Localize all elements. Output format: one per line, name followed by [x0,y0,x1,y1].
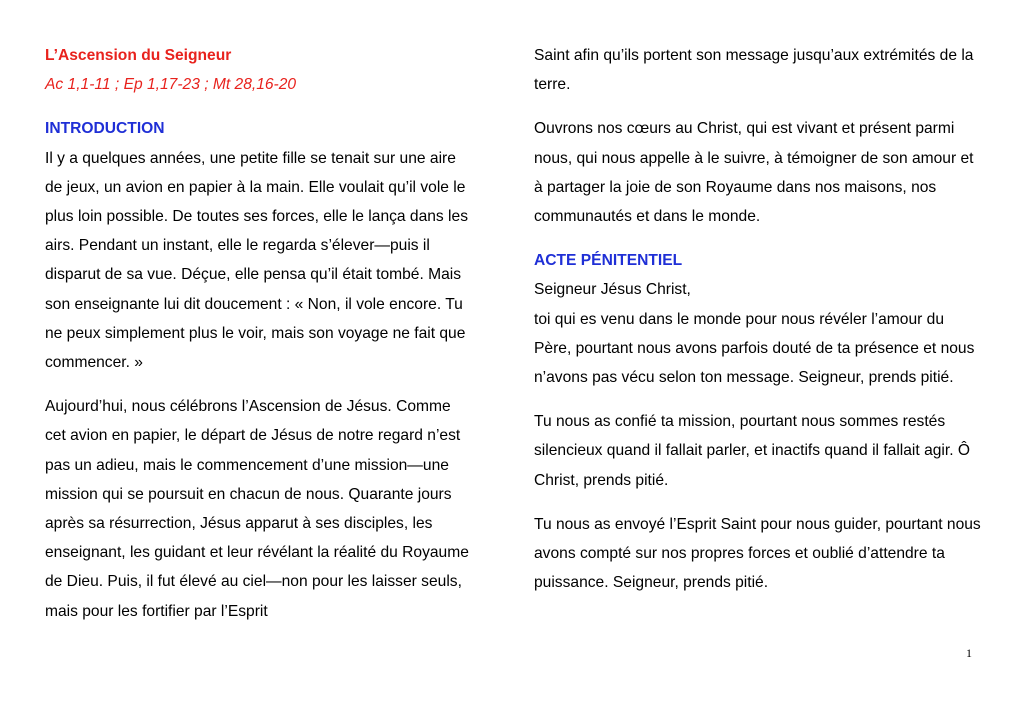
penitential-act-heading: ACTE PÉNITENTIEL [534,252,683,270]
introduction-paragraph: Ouvrons nos cœurs au Christ, qui est vivant et présent parmi nous, qui nous appelle à le suivre, à témoigner de son amour et à partager la joie de son Royaume dans nos maisons, nos communautés et dans le monde. [534,120,974,226]
right-column [534,41,984,597]
page-number: 1 [966,646,972,660]
penitential-petition: Tu nous as confié ta mission, pourtant nous sommes restés silencieux quand il fallait parler, et inactifs quand il fallait agir. Ô Christ, prends pitié. [534,413,970,489]
introduction-paragraph: Aujourd’hui, nous célébrons l’Ascension de Jésus. Comme cet avion en papier, le départ de Jésus de notre regard n’est pas un adieu, mais le commencement d’une mission—une mission qui se poursuit en chacun de nous. Quarante jours après sa résurrection, Jésus apparut à ses disciples, les enseignant, les guidant et leur révélant la réalité du Royaume de Dieu. Puis, il fut élevé au ciel—non pour les laisser seuls, mais pour les fortifier par l’Esprit [45,398,469,620]
introduction-paragraph: Il y a quelques années, une petite fille se tenait sur une aire de jeux, un avion en papier à la main. Elle voulait qu’il vole le plus loin possible. De toutes ses forces, elle le lança dans les airs. Pendant un instant, elle le regarda s’élever—puis il disparut de sa vue. Déçue, elle pensa qu’il était tombé. Mais son enseignante lui dit doucement : « Non, il vole encore. Tu ne peux simplement plus le voir, mais son voyage ne fait que commencer. » [45,149,468,372]
introduction-paragraph: Saint afin qu’ils portent son message jusqu’aux extrémités de la terre. [534,47,974,94]
penitential-invocation: Seigneur Jésus Christ, [534,281,691,299]
penitential-petition: toi qui es venu dans le monde pour nous révéler l’amour du Père, pourtant nous avons parfois douté de ta présence et nous n’avons pas vécu selon ton message. Seigneur, prends pitié. [534,310,975,387]
left-column [45,41,475,626]
document-title: L’Ascension du Seigneur [45,47,232,64]
scripture-references: Ac 1,1-11 ; Ep 1,17-23 ; Mt 28,16-20 [45,76,297,94]
penitential-petition: Tu nous as envoyé l’Esprit Saint pour nous guider, pourtant nous avons compté sur nos propres forces et oublié d’attendre ta puissance. Seigneur, prends pitié. [534,515,981,592]
introduction-heading: INTRODUCTION [45,120,165,138]
